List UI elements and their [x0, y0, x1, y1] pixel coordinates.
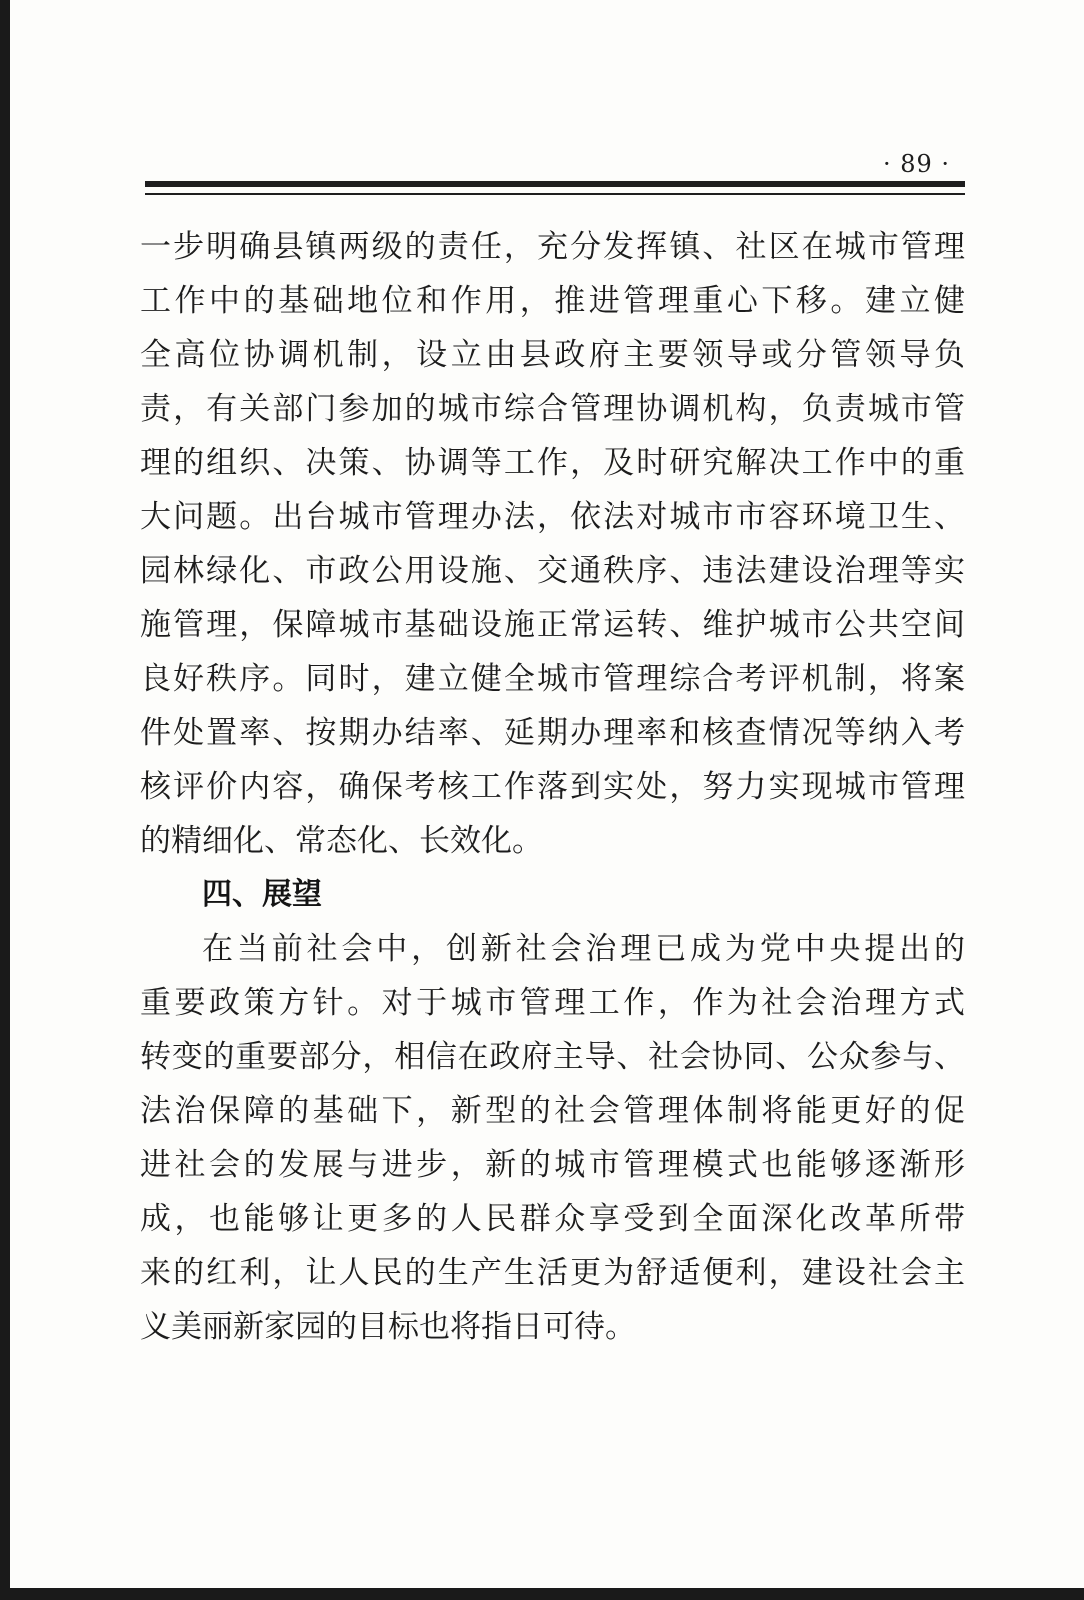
- text-line: 的精细化、常态化、长效化。: [140, 823, 543, 859]
- header-rule-thick: [145, 181, 965, 187]
- text-line: 进社会的发展与进步，新的城市管理模式也能够逐渐形: [140, 1147, 965, 1183]
- text-line: 责，有关部门参加的城市综合管理协调机构，负责城市管: [140, 391, 965, 427]
- text-line: 理的组织、决策、协调等工作，及时研究解决工作中的重: [140, 445, 965, 481]
- text-line: 施管理，保障城市基础设施正常运转、维护城市公共空间: [140, 607, 965, 643]
- text-line: 义美丽新家园的目标也将指日可待。: [140, 1309, 636, 1345]
- scan-bottom-edge: [0, 1588, 1084, 1600]
- text-line: 法治保障的基础下，新型的社会管理体制将能更好的促: [140, 1093, 965, 1129]
- scan-left-edge: [0, 0, 10, 1600]
- text-line: 大问题。出台城市管理办法，依法对城市市容环境卫生、: [140, 499, 965, 535]
- paragraph-continued: [140, 220, 965, 868]
- text-line: 件处置率、按期办结率、延期办理率和核查情况等纳入考: [140, 715, 965, 751]
- text-line: 工作中的基础地位和作用，推进管理重心下移。建立健: [140, 283, 965, 319]
- text-line: 来的红利，让人民的生产生活更为舒适便利，建设社会主: [140, 1255, 965, 1291]
- text-line: 转变的重要部分，相信在政府主导、社会协同、公众参与、: [140, 1039, 965, 1075]
- header-rule-thin: [145, 193, 965, 195]
- text-line: 全高位协调机制，设立由县政府主要领导或分管领导负: [140, 337, 965, 373]
- page-number: · 89 ·: [882, 150, 950, 178]
- paragraph-outlook: [140, 922, 965, 1354]
- section-heading: 四、展望: [202, 877, 322, 912]
- text-line: 一步明确县镇两级的责任，充分发挥镇、社区在城市管理: [140, 229, 965, 265]
- text-line: 在当前社会中，创新社会治理已成为党中央提出的: [202, 931, 965, 967]
- text-line: 重要政策方针。对于城市管理工作，作为社会治理方式: [140, 985, 965, 1021]
- text-line: 核评价内容，确保考核工作落到实处，努力实现城市管理: [140, 769, 965, 805]
- body-text: [140, 220, 965, 1354]
- text-line: 成，也能够让更多的人民群众享受到全面深化改革所带: [140, 1201, 965, 1237]
- text-line: 良好秩序。同时，建立健全城市管理综合考评机制，将案: [140, 661, 965, 697]
- text-line: 园林绿化、市政公用设施、交通秩序、违法建设治理等实: [140, 553, 965, 589]
